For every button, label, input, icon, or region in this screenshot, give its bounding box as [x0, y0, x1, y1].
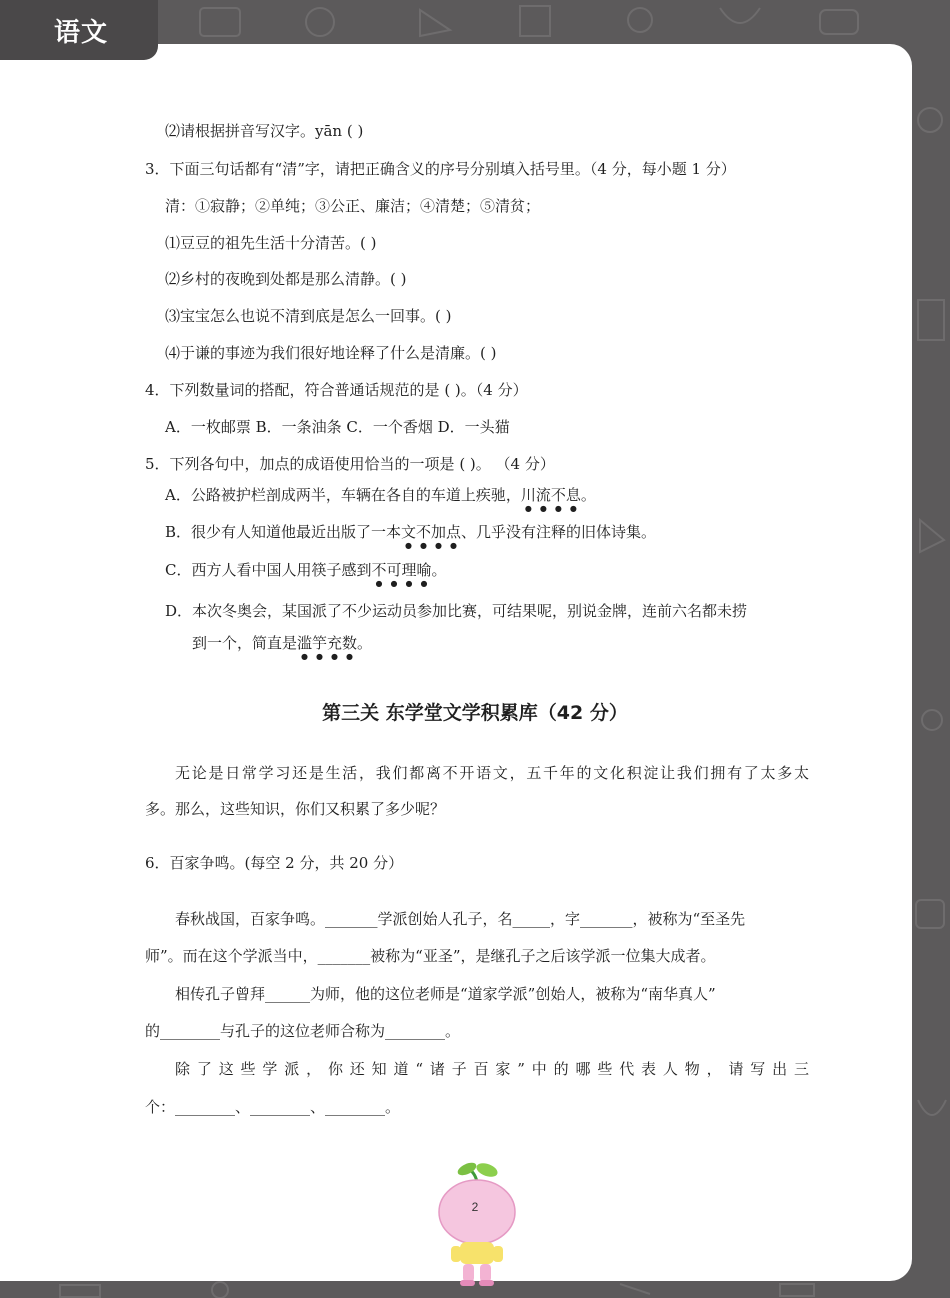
option-a-text: A．公路被护栏剖成两半，车辆在各自的车道上疾驰， [165, 486, 521, 504]
option-a-idiom: 川流不息 [520, 486, 581, 504]
question-5-option-a [165, 485, 596, 513]
page-number: 2 [471, 1200, 479, 1214]
question-3-item-3: ⑶宝宝怎么也说不清到底是怎么一回事。( ) [165, 307, 452, 325]
question-4-options: A．一枚邮票 B．一条油条 C．一个香烟 D．一头猫 [165, 418, 510, 436]
option-c-end: 。 [431, 561, 447, 579]
section-3-intro-line-1: 无论是日常学习还是生活，我们都离不开语文，五千年的文化积淀让我们拥有了太多太 [175, 764, 809, 782]
option-d-idiom: 滥竽充数 [297, 634, 358, 652]
question-3-item-1: ⑴豆豆的祖先生活十分清苦。( ) [165, 234, 377, 252]
question-3-meanings: 清：①寂静；②单纯；③公正、廉洁；④清楚；⑤清贫； [165, 197, 541, 215]
question-5-option-b [165, 522, 656, 550]
subject-label: 语文 [54, 18, 109, 48]
question-3-stem: 3．下面三句话都有“清”字，请把正确含义的序号分别填入括号里。（4 分，每小题 1 分） [145, 160, 736, 178]
mascot-illustration [432, 1160, 522, 1290]
option-d-text: 到一个，简直是 [192, 634, 298, 652]
question-6-para-2-line-1: 相传孔子曾拜______为师，他的这位老师是“道家学派”创始人，被称为“南华真人” [175, 985, 716, 1003]
question-6-para-1-line-2: 师”。而在这个学派当中，_______被称为“亚圣”，是继孔子之后该学派一位集大成者。 [145, 947, 716, 965]
question-6-para-3-line-1: 除了这些学派，你还知道“诸子百家”中的哪些代表人物，请写出三 [175, 1060, 809, 1078]
section-3-title: 第三关 东学堂文学积累库（42 分） [322, 702, 628, 724]
question-4-stem: 4．下列数量词的搭配，符合普通话规范的是 ( )。（4 分） [145, 381, 528, 399]
option-c-idiom: 不可理喻 [371, 561, 432, 579]
question-6-para-1-line-1: 春秋战国，百家争鸣。_______学派创始人孔子，名_____，字_______，被称为“至圣先 [175, 910, 746, 928]
question-3-item-2: ⑵乡村的夜晚到处都是那么清静。( ) [165, 270, 407, 288]
subject-tab [0, 0, 158, 60]
page-paper [0, 44, 912, 1281]
question-2-part-2: ⑵请根据拼音写汉字。yān ( ) [165, 122, 364, 140]
question-6-para-2-line-2: 的________与孔子的这位老师合称为________。 [145, 1022, 461, 1040]
question-5-option-c [165, 560, 447, 588]
option-d-end: 。 [357, 634, 373, 652]
option-b-text: B．很少有人知道他最近出版了一本 [165, 523, 402, 541]
option-a-end: 。 [580, 486, 596, 504]
question-5-option-d-line-2 [192, 633, 372, 661]
question-3-item-4: ⑷于谦的事迹为我们很好地诠释了什么是清廉。( ) [165, 344, 497, 362]
section-3-intro-line-2: 多。那么，这些知识，你们又积累了多少呢？ [145, 800, 446, 818]
question-6-para-3-line-2: 个：________、________、________。 [145, 1098, 401, 1116]
option-b-end: 、几乎没有注释的旧体诗集。 [461, 523, 657, 541]
question-5-stem: 5．下列各句中，加点的成语使用恰当的一项是 ( )。 （4 分） [145, 455, 555, 473]
option-b-idiom: 文不加点 [401, 523, 462, 541]
question-5-option-d-line-1: D．本次冬奥会，某国派了不少运动员参加比赛，可结果呢，别说金牌，连前六名都未捞 [165, 602, 748, 620]
question-6-stem: 6．百家争鸣。(每空 2 分，共 20 分） [145, 854, 404, 872]
option-c-text: C．西方人看中国人用筷子感到 [165, 561, 372, 579]
